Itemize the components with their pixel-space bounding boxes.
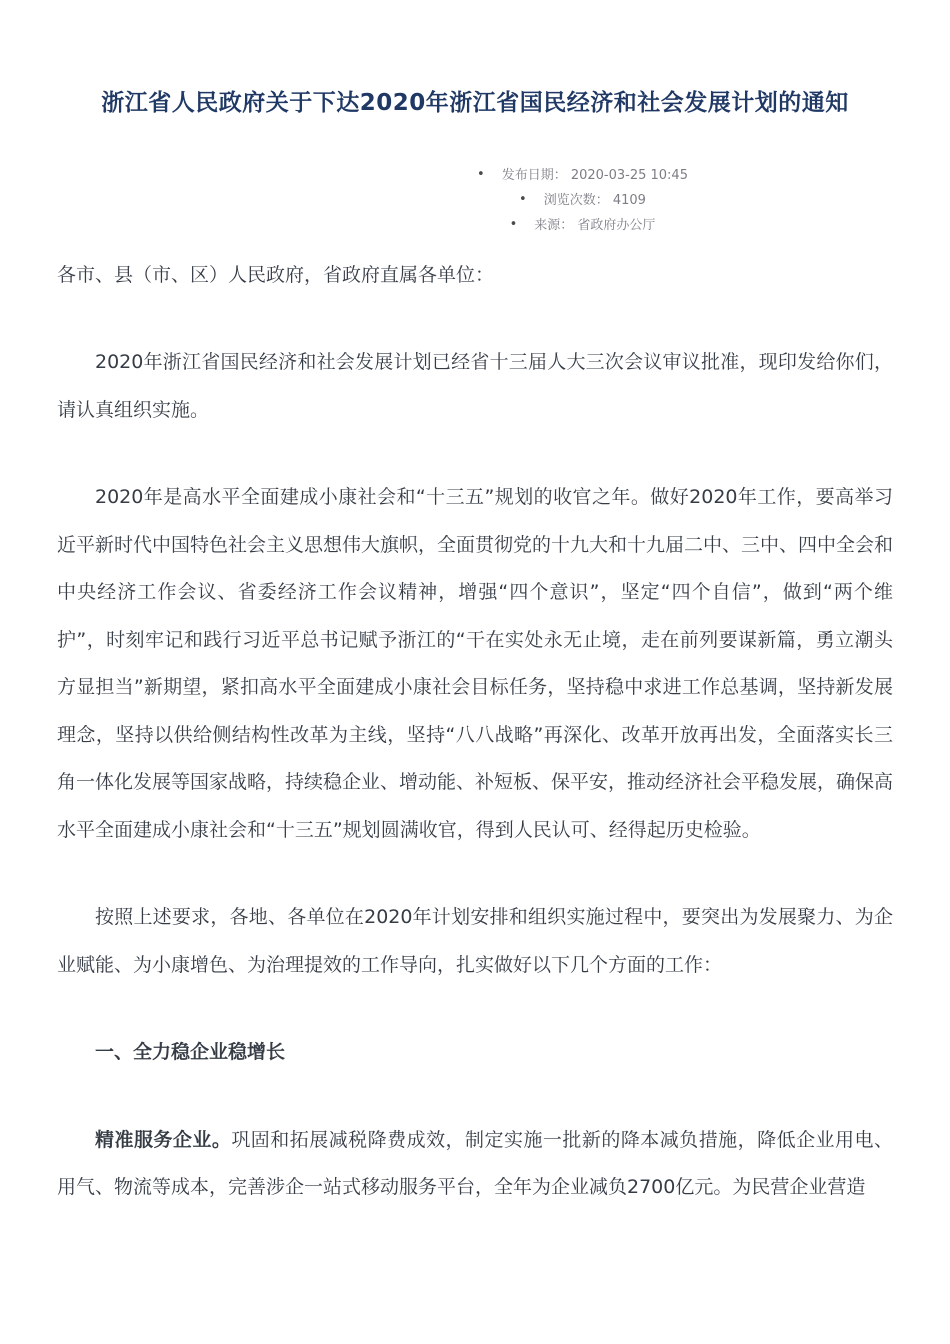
paragraph: 2020年是高水平全面建成小康社会和“十三五”规划的收官之年。做好2020年工作，要高举习近平新时代中国特色社会主义思想伟大旗帜，全面贯彻党的十九大和十九届二中、三中、四中全会和中央经济工作会议、省委经济工作会议精神，增强“四个意识”，坚定“四个自信”，做到“两个维护”，时刻牢记和践行习近平总书记赋予浙江的“干在实处永无止境，走在前列要谋新篇，勇立潮头方显担当”新期望，紧扣高水平全面建成小康社会目标任务，坚持稳中求进工作总基调，坚持新发展理念，坚持以供给侧结构性改革为主线，坚持“八八战略”再深化、改革开放再出发，全面落实长三角一体化发展等国家战略，持续稳企业、增动能、补短板、保平安，推动经济社会平稳发展，确保高水平全面建成小康社会和“十三五”规划圆满收官，得到人民认可、经得起历史检验。: [57, 486, 894, 841]
paragraph: 按照上述要求，各地、各单位在2020年计划安排和组织实施过程中，要突出为发展聚力、为企业赋能、为小康增色、为治理提效的工作导向，扎实做好以下几个方面的工作：: [57, 906, 893, 976]
meta-view-count-text: 浏览次数： 4109: [543, 192, 646, 208]
paragraph-lead: 精准服务企业。: [95, 1128, 232, 1151]
bullet-icon: •: [519, 191, 527, 207]
bullet-icon: •: [509, 216, 518, 232]
bullet-icon: •: [477, 166, 485, 182]
section-heading: 一、全力稳企业稳增长: [95, 1041, 286, 1063]
meta-publish-date-text: 发布日期： 2020-03-25 10:45: [501, 167, 688, 183]
article-body: [57, 252, 893, 1212]
meta-publish-date: [272, 163, 893, 188]
page-title: 浙江省人民政府关于下达2020年浙江省国民经济和社会发展计划的通知: [101, 90, 849, 116]
meta-source: [272, 213, 893, 238]
meta-source-text: 来源： 省政府办公厅: [534, 217, 656, 233]
paragraph: 精准服务企业。巩固和拓展减税降费成效，制定实施一批新的降本减负措施，降低企业用电、用气、物流等成本，完善涉企一站式移动服务平台，全年为企业减负2700亿元。为民营企业营造: [57, 1128, 893, 1198]
paragraph: 2020年浙江省国民经济和社会发展计划已经省十三届人大三次会议审议批准，现印发给你们，请认真组织实施。: [57, 351, 893, 421]
article-meta: [57, 163, 893, 238]
paragraph: 各市、县（市、区）人民政府，省政府直属各单位：: [57, 263, 495, 286]
meta-view-count: [272, 188, 893, 213]
